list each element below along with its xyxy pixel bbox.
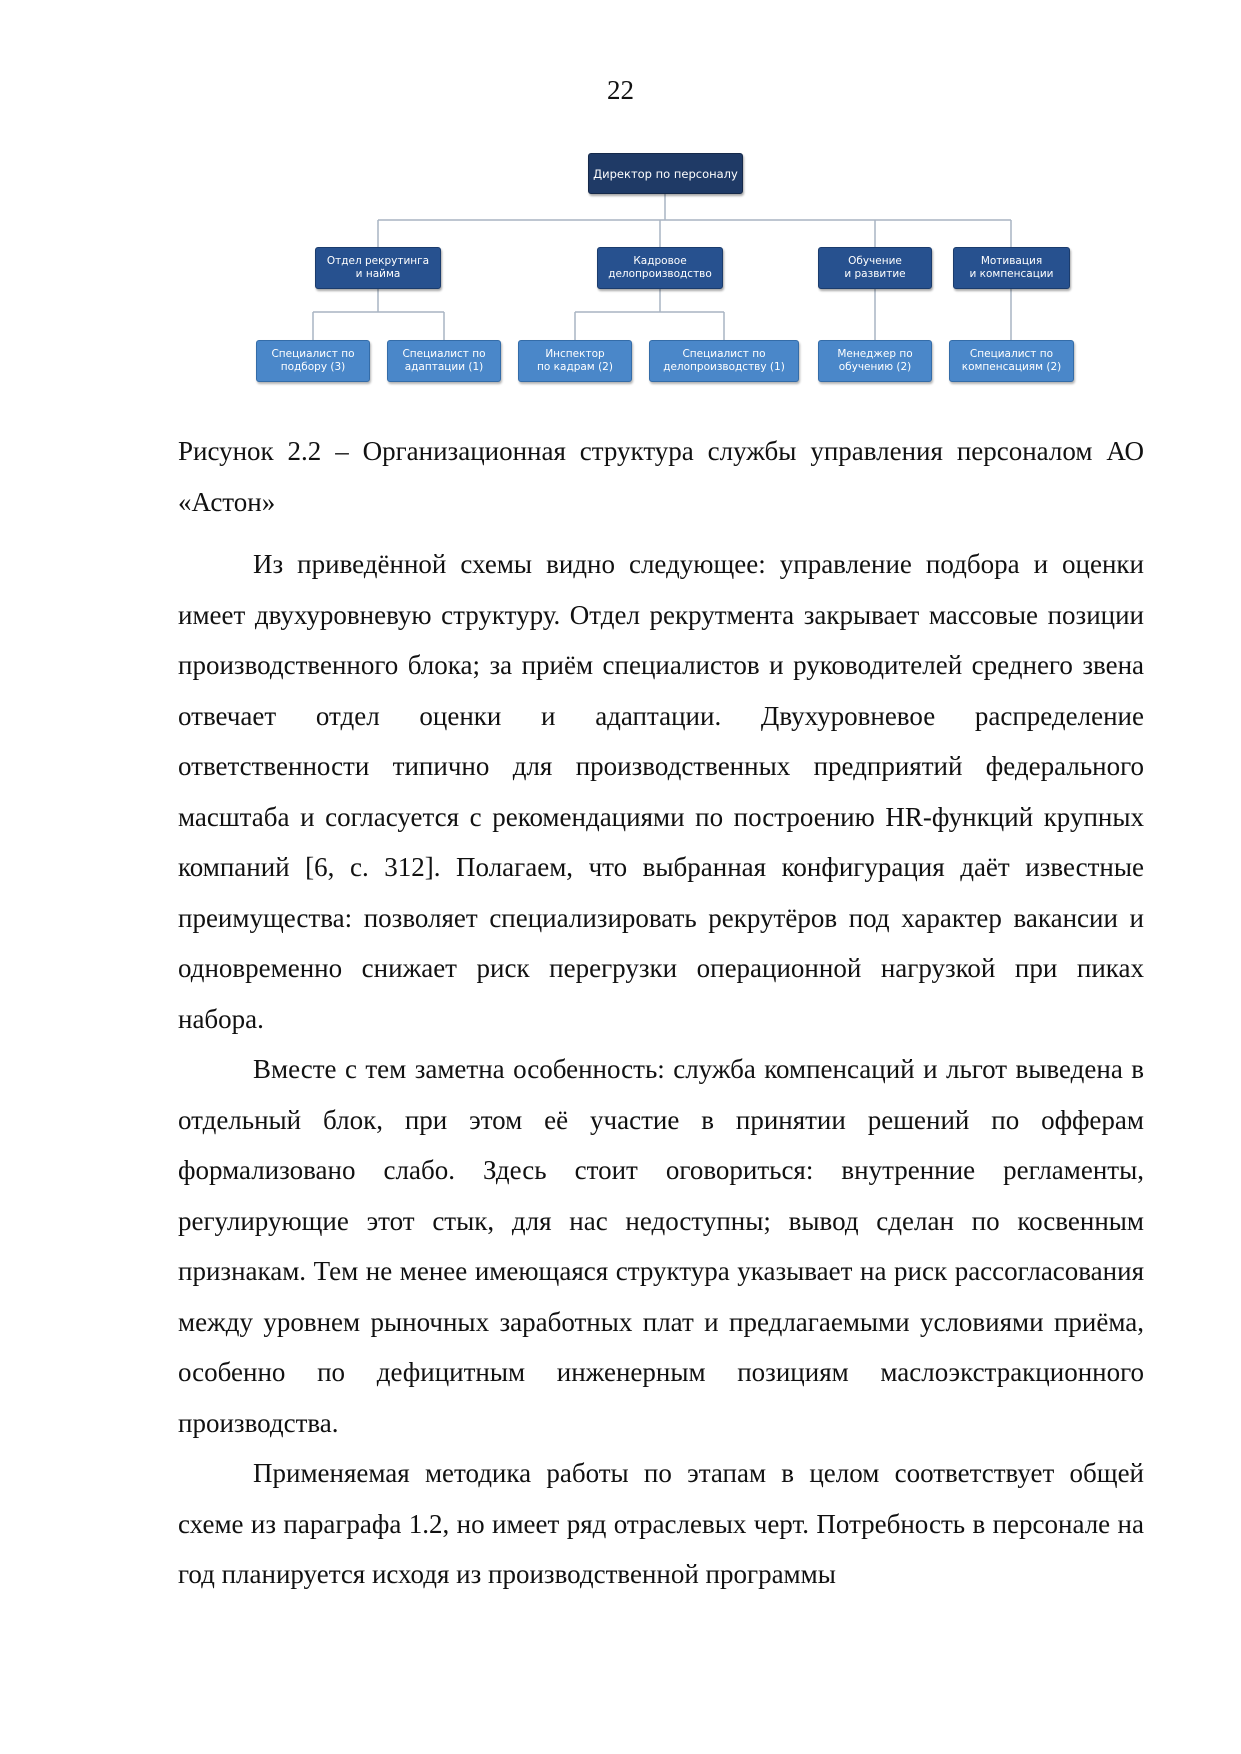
org-box-recruitment-specialist: Специалист по подбору (3) [256, 340, 370, 382]
page-number: 22 [607, 75, 634, 105]
org-box-director: Директор по персоналу [588, 153, 743, 194]
figure-caption: Рисунок 2.2 – Организационная структура службы управления персоналом АО «Астон» [178, 436, 1144, 517]
org-box-training-manager: Менеджер по обучению (2) [818, 340, 932, 382]
org-box-hr-records-dept: Кадровое делопроизводство [597, 247, 723, 289]
body-text [178, 539, 1144, 1600]
org-box-compensation-dept: Мотивация и компенсации [953, 247, 1070, 289]
org-box-training-dept: Обучение и развитие [818, 247, 932, 289]
paragraph: Из приведённой схемы видно следующее: управление подбора и оценки имеет двухуровневую структуру. Отдел рекрутмента закрывает массовые позиции производственного блока; за приём специалистов и руководителей среднего звена отвечает отдел оценки и адаптации. Двухуровневое распределение ответственности типично для производственных предприятий федерального масштаба и согласуется с рекомендациями по построению HR-функций крупных компаний [6, с. 312]. Полагаем, что выбранная конфигурация даёт известные преимущества: позволяет специализировать рекрутёров под характер вакансии и одновременно снижает риск перегрузки операционной нагрузкой при пиках набора. [178, 549, 1144, 1034]
org-box-hr-inspector: Инспектор по кадрам (2) [518, 340, 632, 382]
org-box-adaptation-specialist: Специалист по адаптации (1) [387, 340, 501, 382]
paragraph: Вместе с тем заметна особенность: служба компенсаций и льгот выведена в отдельный блок, при этом её участие в принятии решений по офферам формализовано слабо. Здесь стоит оговориться: внутренние регламенты, регулирующие этот стык, для нас недоступны; вывод сделан по косвенным признакам. Тем не менее имеющаяся структура указывает на риск рассогласования между уровнем рыночных заработных плат и предлагаемыми условиями приёма, особенно по дефицитным инженерным позициям маслоэкстракционного производства. [178, 1054, 1144, 1438]
paragraph: Применяемая методика работы по этапам в целом соответствует общей схеме из параграфа 1.2, но имеет ряд отраслевых черт. Потребность в персонале на год планируется исходя из производственной программы [178, 1458, 1144, 1589]
org-chart [0, 0, 1241, 400]
org-box-recruiting-dept: Отдел рекрутинга и найма [315, 247, 441, 289]
org-box-records-specialist: Специалист по делопроизводству (1) [649, 340, 799, 382]
org-box-compensation-specialist: Специалист по компенсациям (2) [949, 340, 1074, 382]
